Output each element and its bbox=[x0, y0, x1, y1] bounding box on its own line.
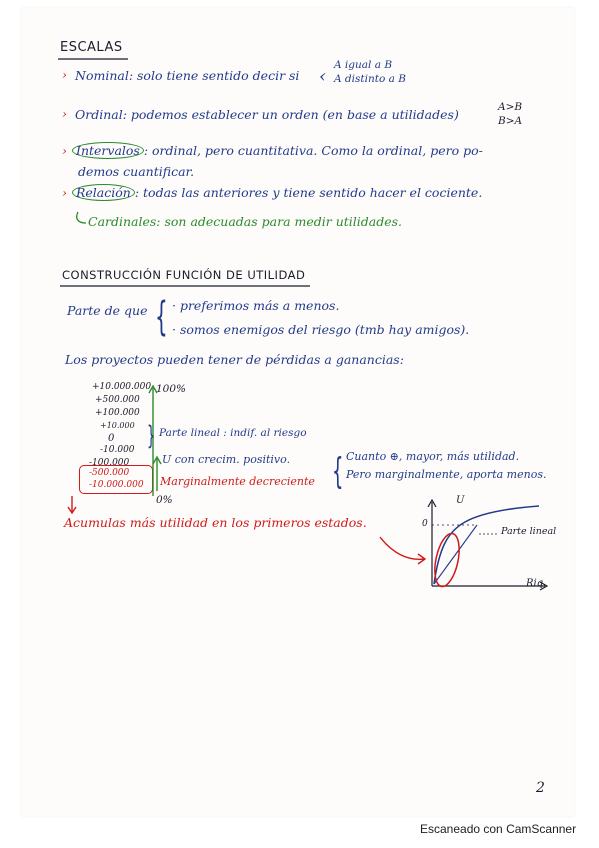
ordinal-line bbox=[75, 108, 459, 122]
right-note-marginal: Pero marginalmente, aporta menos. bbox=[346, 468, 547, 481]
curly-brace-icon: } bbox=[147, 421, 156, 451]
utility-title: CONSTRUCCIÓN FUNCIÓN DE UTILIDAD bbox=[62, 268, 306, 282]
red-note: Acumulas más utilidad en los primeros estados. bbox=[64, 515, 367, 530]
right-note-more-utility: Cuanto ⊕, mayor, más utilidad. bbox=[346, 450, 520, 463]
scanner-footer: Escaneado con CamScanner bbox=[420, 822, 577, 836]
value-item: 0 bbox=[108, 433, 115, 444]
bullet-arrow-icon: › bbox=[62, 143, 67, 158]
notebook-page bbox=[22, 8, 574, 816]
down-arrow-icon bbox=[67, 495, 77, 515]
nominal-text: : solo tiene sentido decir si bbox=[128, 68, 300, 83]
angle-bracket-icon: ‹ bbox=[319, 66, 327, 87]
utility-title-underline bbox=[60, 284, 312, 288]
graph-curve-label: Parte lineal bbox=[501, 526, 557, 537]
interval-term: Intervalos bbox=[72, 142, 144, 159]
graph-y-label: U bbox=[456, 495, 465, 506]
ordinal-text: : podemos establecer un orden (en base a utilidades) bbox=[122, 107, 459, 122]
bullet-arrow-icon: › bbox=[62, 106, 67, 121]
ordinal-option-a-gt-b: A>B bbox=[498, 101, 523, 113]
bullet-arrow-icon: › bbox=[62, 67, 67, 82]
highlight-box bbox=[79, 465, 153, 494]
graph-x-label: Riq. bbox=[526, 578, 547, 589]
value-item: +10.000 bbox=[100, 421, 135, 430]
value-item: -10.000 bbox=[100, 445, 135, 455]
premise-risk-averse: · somos enemigos del riesgo (tmb hay amigos). bbox=[172, 322, 470, 337]
curly-brace-icon: { bbox=[332, 451, 344, 492]
premise-label: Parte de que bbox=[67, 303, 148, 318]
value-item: +100.000 bbox=[95, 408, 140, 418]
bullet-arrow-icon: › bbox=[62, 185, 67, 200]
percent-bottom-label: 0% bbox=[156, 494, 173, 506]
value-item: -10.000.000 bbox=[89, 480, 144, 490]
ordinal-term: Ordinal bbox=[75, 107, 123, 122]
ordinal-option-b-gt-a: B>A bbox=[498, 115, 523, 127]
nominal-term: Nominal bbox=[75, 68, 129, 83]
scales-title-underline bbox=[58, 57, 130, 61]
curly-brace-icon: { bbox=[155, 294, 168, 340]
linear-note: Parte lineal : indif. al riesgo bbox=[159, 427, 307, 439]
premise-more-is-better: · preferimos más a menos. bbox=[172, 298, 340, 313]
nominal-option-equal: A igual a B bbox=[334, 59, 393, 71]
cardinal-note: Cardinales: son adecuadas para medir utilidades. bbox=[88, 214, 403, 229]
hook-arrow-icon bbox=[74, 210, 88, 226]
ratio-text: : todas las anteriores y tiene sentido hacer el cociente. bbox=[134, 185, 483, 200]
page-number: 2 bbox=[536, 780, 545, 796]
ratio-line bbox=[72, 186, 482, 200]
growth-note: U con crecim. positivo. bbox=[162, 453, 291, 466]
ratio-term: Relación bbox=[72, 184, 135, 201]
marginal-note: Marginalmente decreciente bbox=[160, 475, 315, 488]
value-item: +10.000.000 bbox=[92, 382, 152, 392]
nominal-line bbox=[75, 69, 299, 83]
percent-top-label: 100% bbox=[156, 383, 187, 395]
nominal-option-distinct: A distinto a B bbox=[334, 73, 406, 85]
projects-text: Los proyectos pueden tener de pérdidas a ganancias: bbox=[65, 352, 404, 367]
interval-line bbox=[72, 144, 483, 158]
graph-origin-label: 0 bbox=[422, 519, 428, 529]
value-item: -500.000 bbox=[89, 468, 130, 478]
value-item: -100.000 bbox=[89, 458, 130, 468]
scales-title: ESCALAS bbox=[60, 40, 123, 55]
interval-text: : ordinal, pero cuantitativa. Como la ordinal, pero po- bbox=[143, 143, 483, 158]
interval-text-continued: demos cuantificar. bbox=[78, 164, 195, 179]
value-item: +500.000 bbox=[95, 395, 140, 405]
